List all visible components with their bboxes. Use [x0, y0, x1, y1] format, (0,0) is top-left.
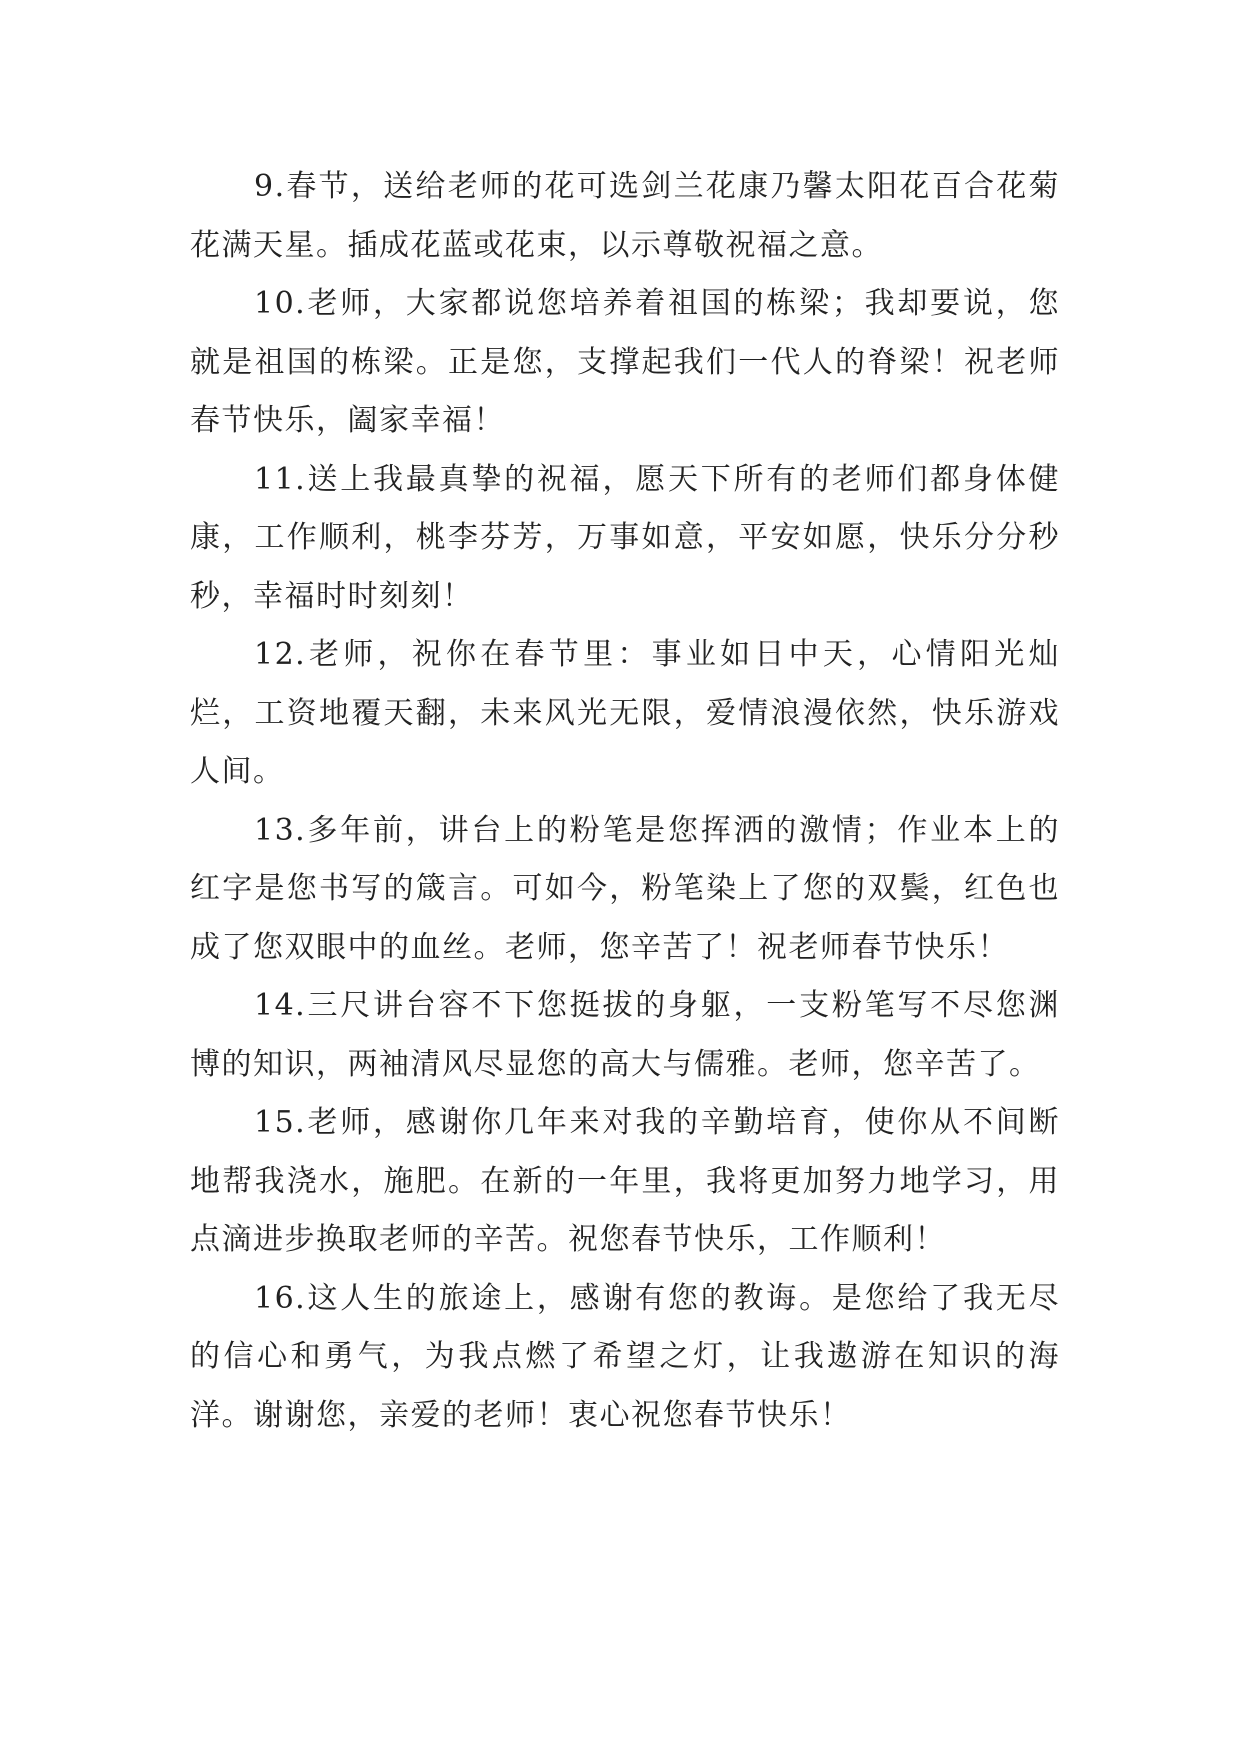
paragraph-11: 11.送上我最真挚的祝福，愿天下所有的老师们都身体健康，工作顺利，桃李芬芳，万事如意，平安如愿，快乐分分秒秒，幸福时时刻刻！ [190, 461, 1060, 614]
paragraph-13: 13.多年前，讲台上的粉笔是您挥洒的激情；作业本上的红字是您书写的箴言。可如今，粉笔染上了您的双鬓，红色也成了您双眼中的血丝。老师，您辛苦了！祝老师春节快乐！ [190, 812, 1060, 965]
paragraph-14: 14.三尺讲台容不下您挺拔的身躯，一支粉笔写不尽您渊博的知识，两袖清风尽显您的高大与儒雅。老师，您辛苦了。 [190, 988, 1060, 1082]
document-body [190, 158, 1060, 1445]
paragraph-15: 15.老师，感谢你几年来对我的辛勤培育，使你从不间断地帮我浇水，施肥。在新的一年里，我将更加努力地学习，用点滴进步换取老师的辛苦。祝您春节快乐，工作顺利！ [190, 1105, 1060, 1257]
paragraph-12: 12.老师，祝你在春节里：事业如日中天，心情阳光灿烂，工资地覆天翻，未来风光无限，爱情浪漫依然，快乐游戏人间。 [190, 637, 1060, 789]
paragraph-9: 9.春节，送给老师的花可选剑兰花康乃馨太阳花百合花菊花满天星。插成花蓝或花束，以示尊敬祝福之意。 [190, 169, 1060, 263]
paragraph-16: 16.这人生的旅途上，感谢有您的教诲。是您给了我无尽的信心和勇气，为我点燃了希望之灯，让我遨游在知识的海洋。谢谢您，亲爱的老师！衷心祝您春节快乐！ [190, 1280, 1060, 1433]
paragraph-10: 10.老师，大家都说您培养着祖国的栋梁；我却要说，您就是祖国的栋梁。正是您，支撑起我们一代人的脊梁！祝老师春节快乐，阖家幸福！ [190, 286, 1060, 438]
